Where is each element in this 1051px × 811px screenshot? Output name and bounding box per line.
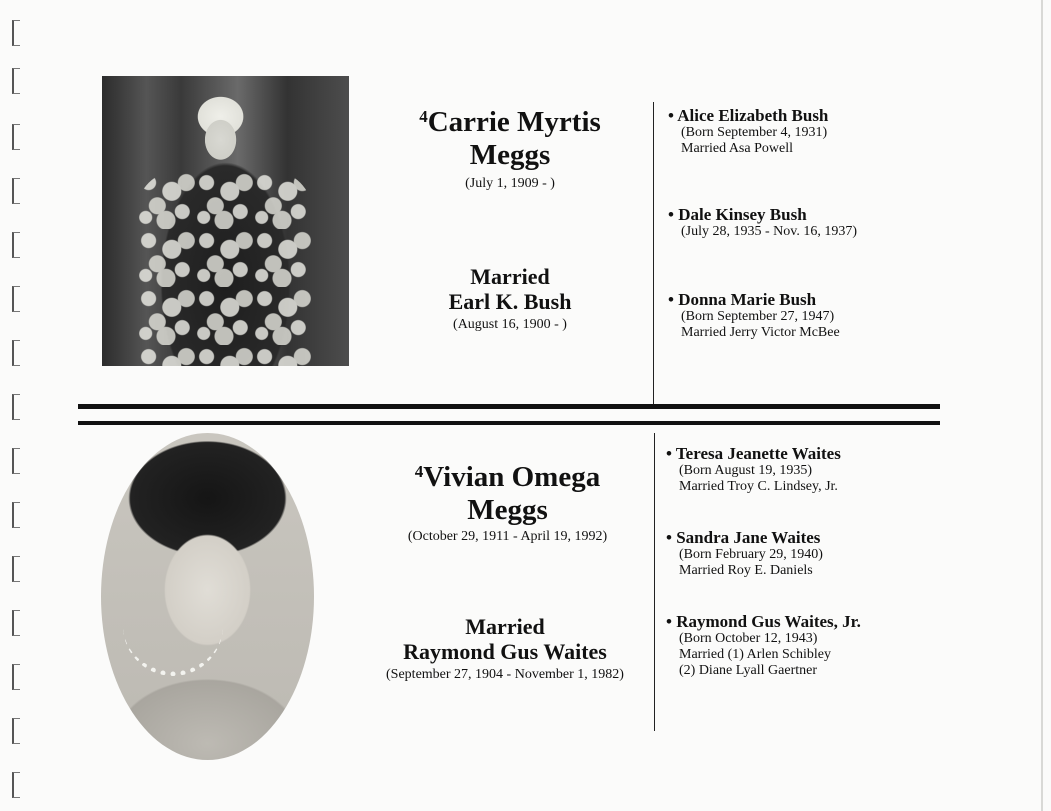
column-divider [654,433,655,731]
portrait-photo-vivian [101,433,314,760]
binding-mark [12,556,20,582]
binding-mark [12,286,20,312]
child-detail: Married (1) Arlen Schibley [679,647,832,662]
binding-mark [12,772,20,798]
binding-mark [12,448,20,474]
spouse-block [380,264,640,333]
binding-mark [12,718,20,744]
person-dates: (October 29, 1911 - April 19, 1992) [407,529,608,544]
person-block [370,455,645,545]
married-label: Married [465,614,545,639]
child-detail: (Born August 19, 1935) [679,463,812,478]
child-name: Teresa Jeanette Waites [675,444,841,463]
spouse-dates: (September 27, 1904 - November 1, 1982) [386,667,624,682]
child-detail: (Born September 27, 1947) [681,309,835,324]
child-detail: (Born February 29, 1940) [679,547,823,562]
spouse-block [360,614,650,683]
person-name: $^4$Vivian Omega [414,461,601,493]
binding-mark [12,124,20,150]
person-surname: Meggs [467,494,548,526]
child-entry: • Sandra Jane Waites (Born February 29, 1940) Married Roy E. Daniels [666,528,823,578]
binding-mark [12,502,20,528]
spouse-name: Earl K. Bush [448,289,572,314]
spouse-dates: (August 16, 1900 - ) [453,317,567,332]
child-entry: • Raymond Gus Waites, Jr. (Born October 12, 1943) Married (1) Arlen Schibley (2) Diane Lyall Gaertner [666,612,861,678]
binding-mark [12,178,20,204]
portrait-photo-carrie [102,76,349,366]
child-detail: (2) Diane Lyall Gaertner [679,663,817,678]
column-divider [653,102,654,404]
child-name: Raymond Gus Waites, Jr. [676,612,861,631]
pearl-necklace [123,611,223,676]
married-label: Married [470,264,550,289]
person-dates: (July 1, 1909 - ) [465,176,555,191]
child-name: Dale Kinsey Bush [678,205,807,224]
child-detail: (July 28, 1935 - Nov. 16, 1937) [681,224,858,239]
section-divider [78,421,940,425]
page-edge [1041,0,1043,811]
binding-mark [12,232,20,258]
binding-mark [12,340,20,366]
binding-mark [12,664,20,690]
section-divider [78,404,940,409]
child-entry: • Dale Kinsey Bush (July 28, 1935 - Nov. 16, 1937) [668,205,858,239]
child-detail: Married Jerry Victor McBee [681,325,840,340]
person-name: $^4$Carrie Myrtis [419,106,601,138]
child-entry: • Teresa Jeanette Waites (Born August 19, 1935) Married Troy C. Lindsey, Jr. [666,444,841,494]
spouse-name: Raymond Gus Waites [403,639,607,664]
floral-dress [137,171,312,366]
binding-mark [12,20,20,46]
binding-mark [12,68,20,94]
child-name: Donna Marie Bush [678,290,817,309]
child-entry: • Donna Marie Bush (Born September 27, 1947) Married Jerry Victor McBee [668,290,840,340]
child-detail: (Born September 4, 1931) [681,125,828,140]
child-detail: Married Asa Powell [681,141,793,156]
binding-mark [12,610,20,636]
person-surname: Meggs [469,139,551,171]
child-detail: Married Troy C. Lindsey, Jr. [679,479,838,494]
child-detail: (Born October 12, 1943) [679,631,818,646]
child-name: Sandra Jane Waites [676,528,821,547]
child-detail: Married Roy E. Daniels [679,563,813,578]
binding-mark [12,394,20,420]
child-name: Alice Elizabeth Bush [677,106,829,125]
person-block [380,100,640,192]
child-entry: • Alice Elizabeth Bush (Born September 4, 1931) Married Asa Powell [668,106,829,156]
